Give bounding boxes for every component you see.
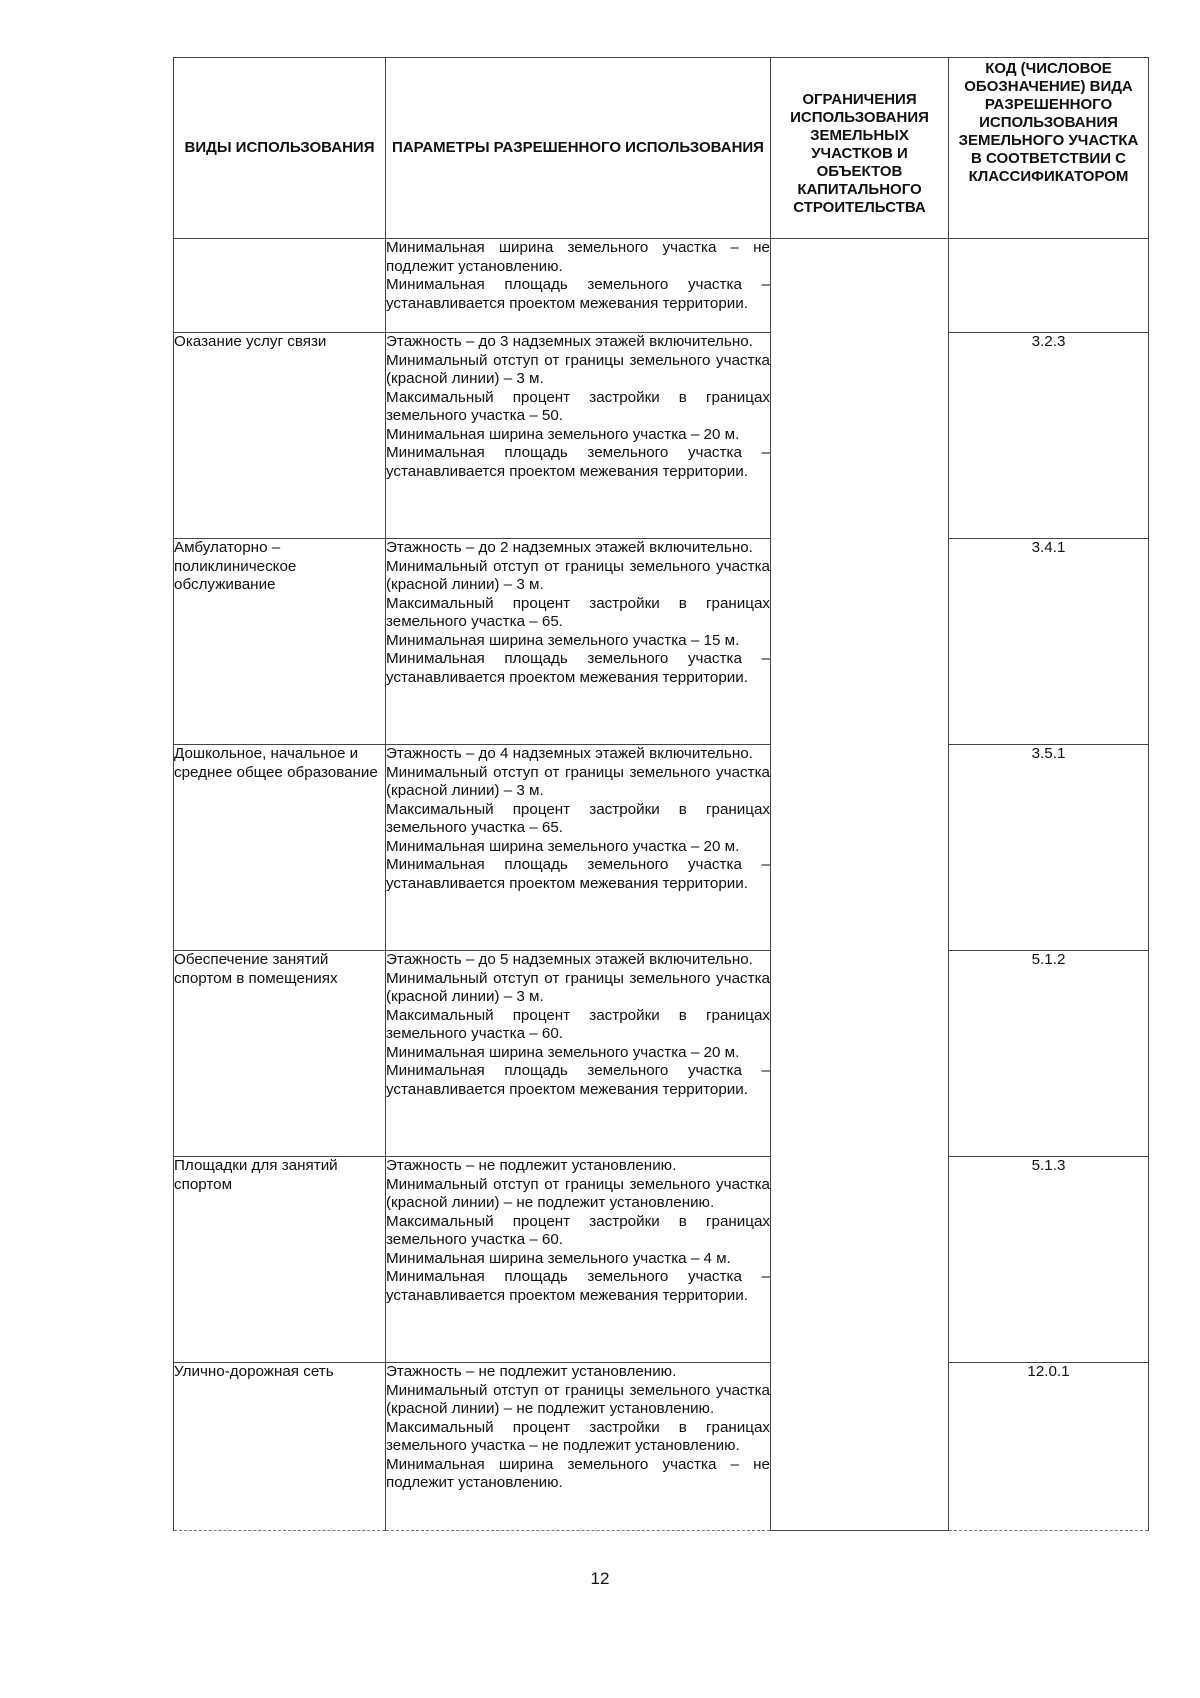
header-restrictions: ОГРАНИЧЕНИЯ ИСПОЛЬЗОВАНИЯ ЗЕМЕЛЬНЫХ УЧАСТКОВ И ОБЪЕКТОВ КАПИТАЛЬНОГО СТРОИТЕЛЬСТВА — [771, 58, 949, 239]
parameter-line: Этажность – до 3 надземных этажей включительно. — [386, 333, 753, 350]
parameters-cell — [386, 1157, 771, 1363]
land-use-table — [173, 57, 1149, 1531]
parameter-line: Этажность – до 5 надземных этажей включительно. — [386, 951, 753, 968]
usage-type-cell: Обеспечение занятий спортом в помещениях — [174, 951, 386, 1157]
parameters-cell — [386, 745, 771, 951]
parameter-line: Максимальный процент застройки в границах земельного участка – 65. — [386, 800, 770, 836]
parameters-cell — [386, 539, 771, 745]
parameter-line: Этажность – до 2 надземных этажей включительно. — [386, 539, 753, 556]
parameters-cell — [386, 951, 771, 1157]
parameter-line: Максимальный процент застройки в границах земельного участка – 65. — [386, 594, 770, 630]
parameter-line: Минимальная площадь земельного участка – устанавливается проектом межевания территории. — [386, 856, 770, 892]
usage-type-cell: Улично-дорожная сеть — [174, 1363, 386, 1531]
table-row — [174, 333, 1149, 539]
parameters-cell — [386, 333, 771, 539]
parameter-line: Минимальная ширина земельного участка – 20 м. — [386, 1043, 740, 1061]
usage-type-cell — [174, 239, 386, 333]
header-classifier-code: КОД (ЧИСЛОВОЕ ОБОЗНАЧЕНИЕ) ВИДА РАЗРЕШЕННОГО ИСПОЛЬЗОВАНИЯ ЗЕМЕЛЬНОГО УЧАСТКА В СООТВЕТСТВИИ С КЛАССИФИКАТОРОМ — [949, 58, 1149, 239]
restrictions-cell — [771, 239, 949, 1531]
classifier-code-cell: 5.1.2 — [949, 951, 1149, 1157]
parameter-line: Максимальный процент застройки в границах земельного участка – 60. — [386, 1212, 770, 1248]
parameters-cell — [386, 1363, 771, 1531]
page-number: 12 — [590, 1569, 610, 1588]
parameter-line: Минимальная площадь земельного участка – устанавливается проектом межевания территории. — [386, 1268, 770, 1304]
parameter-line: Минимальная площадь земельного участка – устанавливается проектом межевания территории. — [386, 650, 770, 686]
usage-type-cell: Площадки для занятий спортом — [174, 1157, 386, 1363]
parameter-line: Минимальная площадь земельного участка – устанавливается проектом межевания территории. — [386, 1062, 770, 1098]
table-row — [174, 239, 1149, 333]
classifier-code-cell: 12.0.1 — [949, 1363, 1149, 1531]
parameter-line: Минимальный отступ от границы земельного участка (красной линии) – 3 м. — [386, 969, 770, 1005]
classifier-code-cell: 5.1.3 — [949, 1157, 1149, 1363]
parameter-line: Максимальный процент застройки в границах земельного участка – 50. — [386, 388, 770, 424]
table-row — [174, 1157, 1149, 1363]
table-row — [174, 539, 1149, 745]
classifier-code-cell: 3.5.1 — [949, 745, 1149, 951]
parameter-line: Минимальный отступ от границы земельного участка (красной линии) – не подлежит установлению. — [386, 1175, 770, 1211]
parameter-line: Этажность – до 4 надземных этажей включительно. — [386, 745, 753, 762]
parameter-line: Минимальная ширина земельного участка – не подлежит установлению. — [386, 1455, 770, 1491]
table-row — [174, 1363, 1149, 1531]
parameter-line: Минимальный отступ от границы земельного участка (красной линии) – 3 м. — [386, 557, 770, 593]
parameter-line: Этажность – не подлежит установлению. — [386, 1157, 677, 1174]
table-row — [174, 745, 1149, 951]
parameter-line: Максимальный процент застройки в границах земельного участка – не подлежит установлению. — [386, 1418, 770, 1454]
parameter-line: Этажность – не подлежит установлению. — [386, 1363, 677, 1380]
classifier-code-cell — [949, 239, 1149, 333]
parameter-line: Минимальная ширина земельного участка – 15 м. — [386, 631, 740, 649]
table-header-row — [174, 58, 1149, 239]
parameter-line: Минимальная ширина земельного участка – 20 м. — [386, 425, 740, 443]
parameter-line: Минимальный отступ от границы земельного участка (красной линии) – не подлежит установлению. — [386, 1381, 770, 1417]
parameter-line: Максимальный процент застройки в границах земельного участка – 60. — [386, 1006, 770, 1042]
usage-type-cell: Дошкольное, начальное и среднее общее образование — [174, 745, 386, 951]
parameter-line: Минимальная ширина земельного участка – 20 м. — [386, 837, 740, 855]
header-usage-types: ВИДЫ ИСПОЛЬЗОВАНИЯ — [174, 58, 386, 239]
parameter-line: Минимальный отступ от границы земельного участка (красной линии) – 3 м. — [386, 351, 770, 387]
parameter-line: Минимальная ширина земельного участка – не подлежит установлению. — [386, 239, 770, 275]
parameters-cell — [386, 239, 771, 333]
parameter-line: Минимальная ширина земельного участка – 4 м. — [386, 1249, 731, 1267]
table-row — [174, 951, 1149, 1157]
parameter-line: Минимальная площадь земельного участка – устанавливается проектом межевания территории. — [386, 444, 770, 480]
parameter-line: Минимальная площадь земельного участка – устанавливается проектом межевания территории. — [386, 276, 770, 312]
usage-type-cell: Амбулаторно – поликлиническое обслуживание — [174, 539, 386, 745]
classifier-code-cell: 3.4.1 — [949, 539, 1149, 745]
classifier-code-cell: 3.2.3 — [949, 333, 1149, 539]
parameter-line: Минимальный отступ от границы земельного участка (красной линии) – 3 м. — [386, 763, 770, 799]
header-permitted-parameters: ПАРАМЕТРЫ РАЗРЕШЕННОГО ИСПОЛЬЗОВАНИЯ — [386, 58, 771, 239]
usage-type-cell: Оказание услуг связи — [174, 333, 386, 539]
